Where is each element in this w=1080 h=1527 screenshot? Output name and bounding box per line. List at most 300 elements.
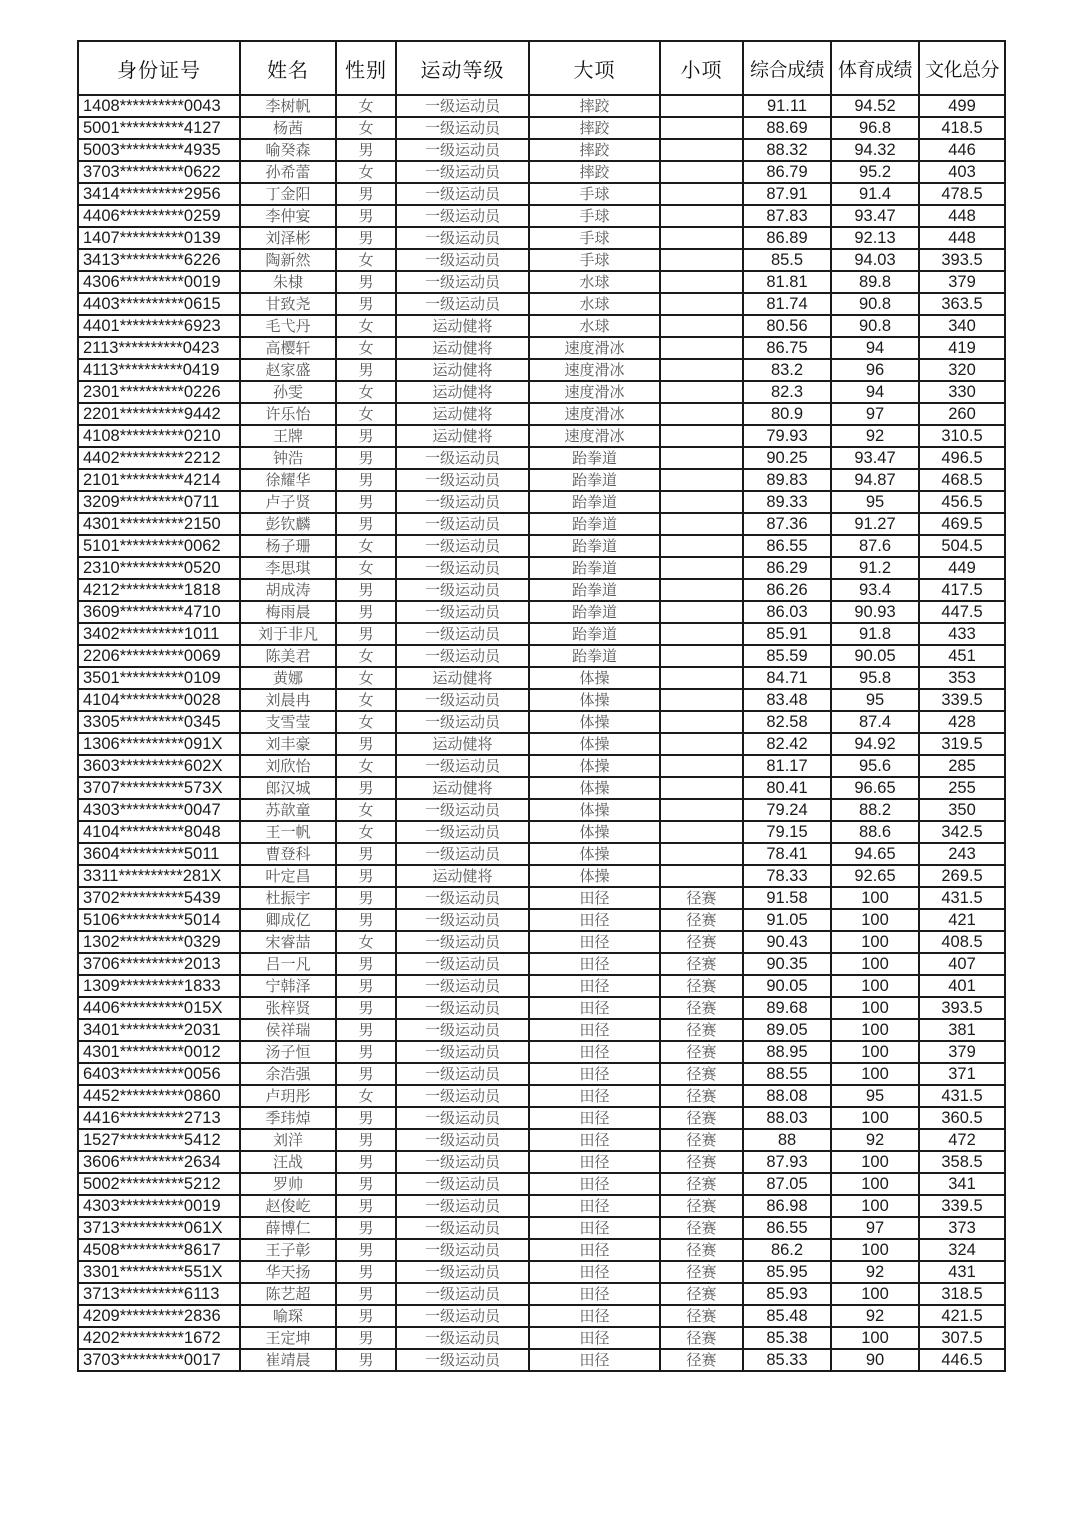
- cell-id-number: 5106**********5014: [78, 909, 240, 931]
- table-row: [78, 381, 1005, 403]
- cell-id-number: 1408**********0043: [78, 95, 240, 117]
- table-row: [78, 513, 1005, 535]
- cell-sub-event: [660, 249, 743, 271]
- cell-id-number: 3706**********2013: [78, 953, 240, 975]
- table-row: [78, 931, 1005, 953]
- cell-gender: 女: [336, 667, 396, 689]
- cell-culture-total: 447.5: [919, 601, 1005, 623]
- cell-sub-event: [660, 865, 743, 887]
- cell-name: 张梓贤: [240, 997, 336, 1019]
- cell-sport-level: 一级运动员: [396, 1151, 529, 1173]
- cell-pe-score: 95: [831, 689, 919, 711]
- cell-pe-score: 90.93: [831, 601, 919, 623]
- cell-sport-category: 速度滑冰: [529, 403, 660, 425]
- cell-pe-score: 97: [831, 403, 919, 425]
- cell-sport-level: 一级运动员: [396, 139, 529, 161]
- cell-gender: 男: [336, 887, 396, 909]
- cell-sub-event: [660, 579, 743, 601]
- cell-culture-total: 451: [919, 645, 1005, 667]
- cell-id-number: 2206**********0069: [78, 645, 240, 667]
- cell-sport-level: 一级运动员: [396, 271, 529, 293]
- cell-culture-total: 379: [919, 271, 1005, 293]
- cell-composite-score: 87.05: [743, 1173, 831, 1195]
- cell-sub-event: 径赛: [660, 1305, 743, 1327]
- cell-id-number: 6403**********0056: [78, 1063, 240, 1085]
- cell-pe-score: 96: [831, 359, 919, 381]
- cell-sport-category: 跆拳道: [529, 491, 660, 513]
- cell-sub-event: 径赛: [660, 1063, 743, 1085]
- cell-sub-event: 径赛: [660, 931, 743, 953]
- cell-sport-category: 摔跤: [529, 161, 660, 183]
- cell-id-number: 3713**********6113: [78, 1283, 240, 1305]
- cell-sport-level: 一级运动员: [396, 227, 529, 249]
- cell-sub-event: [660, 359, 743, 381]
- cell-sport-level: 一级运动员: [396, 953, 529, 975]
- table-row: [78, 667, 1005, 689]
- cell-name: 宋睿喆: [240, 931, 336, 953]
- cell-composite-score: 83.2: [743, 359, 831, 381]
- cell-culture-total: 428: [919, 711, 1005, 733]
- cell-culture-total: 340: [919, 315, 1005, 337]
- cell-sport-category: 田径: [529, 1063, 660, 1085]
- cell-pe-score: 100: [831, 1283, 919, 1305]
- cell-name: 丁金阳: [240, 183, 336, 205]
- cell-name: 卿成亿: [240, 909, 336, 931]
- cell-id-number: 3501**********0109: [78, 667, 240, 689]
- cell-id-number: 4209**********2836: [78, 1305, 240, 1327]
- cell-culture-total: 401: [919, 975, 1005, 997]
- cell-sport-level: 一级运动员: [396, 249, 529, 271]
- cell-sport-category: 田径: [529, 1217, 660, 1239]
- cell-name: 梅雨晨: [240, 601, 336, 623]
- cell-composite-score: 79.15: [743, 821, 831, 843]
- table-row: [78, 755, 1005, 777]
- cell-pe-score: 100: [831, 975, 919, 997]
- header-culture-total: 文化总分: [919, 41, 1005, 95]
- cell-gender: 男: [336, 909, 396, 931]
- cell-composite-score: 88.69: [743, 117, 831, 139]
- cell-id-number: 3603**********602X: [78, 755, 240, 777]
- cell-name: 汪战: [240, 1151, 336, 1173]
- cell-sport-category: 田径: [529, 1261, 660, 1283]
- cell-composite-score: 86.75: [743, 337, 831, 359]
- cell-sport-category: 速度滑冰: [529, 425, 660, 447]
- cell-sport-level: 运动健将: [396, 359, 529, 381]
- cell-name: 彭钦麟: [240, 513, 336, 535]
- cell-name: 王牌: [240, 425, 336, 447]
- cell-culture-total: 379: [919, 1041, 1005, 1063]
- cell-composite-score: 82.58: [743, 711, 831, 733]
- cell-gender: 女: [336, 249, 396, 271]
- cell-composite-score: 80.56: [743, 315, 831, 337]
- table-row: [78, 1195, 1005, 1217]
- cell-sport-category: 田径: [529, 931, 660, 953]
- cell-sub-event: [660, 315, 743, 337]
- cell-sport-category: 摔跤: [529, 117, 660, 139]
- cell-gender: 男: [336, 623, 396, 645]
- cell-gender: 男: [336, 733, 396, 755]
- table-row: [78, 1239, 1005, 1261]
- cell-id-number: 4108**********0210: [78, 425, 240, 447]
- cell-gender: 男: [336, 865, 396, 887]
- cell-gender: 女: [336, 931, 396, 953]
- cell-gender: 男: [336, 1129, 396, 1151]
- cell-gender: 男: [336, 271, 396, 293]
- table-row: [78, 1349, 1005, 1371]
- cell-culture-total: 499: [919, 95, 1005, 117]
- cell-gender: 男: [336, 1217, 396, 1239]
- cell-culture-total: 319.5: [919, 733, 1005, 755]
- cell-sub-event: [660, 183, 743, 205]
- cell-culture-total: 393.5: [919, 997, 1005, 1019]
- cell-gender: 女: [336, 535, 396, 557]
- cell-composite-score: 88.95: [743, 1041, 831, 1063]
- cell-sport-category: 跆拳道: [529, 469, 660, 491]
- cell-sport-level: 运动健将: [396, 733, 529, 755]
- cell-sport-category: 手球: [529, 227, 660, 249]
- cell-sport-category: 速度滑冰: [529, 337, 660, 359]
- header-pe-score: 体育成绩: [831, 41, 919, 95]
- cell-composite-score: 86.89: [743, 227, 831, 249]
- table-row: [78, 425, 1005, 447]
- cell-sport-level: 一级运动员: [396, 1349, 529, 1371]
- cell-pe-score: 88.2: [831, 799, 919, 821]
- cell-composite-score: 86.98: [743, 1195, 831, 1217]
- cell-id-number: 5001**********4127: [78, 117, 240, 139]
- cell-pe-score: 87.4: [831, 711, 919, 733]
- cell-sub-event: [660, 293, 743, 315]
- cell-sub-event: [660, 667, 743, 689]
- cell-name: 赵家盛: [240, 359, 336, 381]
- cell-id-number: 3707**********573X: [78, 777, 240, 799]
- cell-sport-category: 体操: [529, 843, 660, 865]
- cell-sport-level: 一级运动员: [396, 1085, 529, 1107]
- cell-id-number: 4416**********2713: [78, 1107, 240, 1129]
- cell-sport-category: 速度滑冰: [529, 359, 660, 381]
- cell-pe-score: 95.8: [831, 667, 919, 689]
- cell-culture-total: 431.5: [919, 887, 1005, 909]
- header-composite-score: 综合成绩: [743, 41, 831, 95]
- cell-culture-total: 449: [919, 557, 1005, 579]
- cell-name: 刘晨冉: [240, 689, 336, 711]
- cell-sub-event: 径赛: [660, 1239, 743, 1261]
- cell-id-number: 2113**********0423: [78, 337, 240, 359]
- cell-culture-total: 255: [919, 777, 1005, 799]
- cell-gender: 男: [336, 1261, 396, 1283]
- cell-sub-event: [660, 843, 743, 865]
- cell-sport-category: 田径: [529, 1305, 660, 1327]
- cell-name: 侯祥瑞: [240, 1019, 336, 1041]
- cell-id-number: 4202**********1672: [78, 1327, 240, 1349]
- cell-id-number: 4306**********0019: [78, 271, 240, 293]
- cell-id-number: 4113**********0419: [78, 359, 240, 381]
- cell-composite-score: 86.79: [743, 161, 831, 183]
- cell-composite-score: 88: [743, 1129, 831, 1151]
- table-row: [78, 579, 1005, 601]
- cell-name: 王定坤: [240, 1327, 336, 1349]
- cell-name: 赵俊屹: [240, 1195, 336, 1217]
- cell-id-number: 4402**********2212: [78, 447, 240, 469]
- cell-sport-category: 田径: [529, 1283, 660, 1305]
- cell-culture-total: 417.5: [919, 579, 1005, 601]
- cell-gender: 男: [336, 359, 396, 381]
- table-row: [78, 689, 1005, 711]
- cell-composite-score: 91.11: [743, 95, 831, 117]
- cell-pe-score: 87.6: [831, 535, 919, 557]
- cell-pe-score: 100: [831, 1327, 919, 1349]
- cell-pe-score: 95.2: [831, 161, 919, 183]
- cell-sub-event: 径赛: [660, 909, 743, 931]
- table-row: [78, 359, 1005, 381]
- cell-gender: 女: [336, 1085, 396, 1107]
- cell-pe-score: 100: [831, 1107, 919, 1129]
- cell-id-number: 2301**********0226: [78, 381, 240, 403]
- cell-sport-level: 一级运动员: [396, 1195, 529, 1217]
- cell-gender: 男: [336, 579, 396, 601]
- cell-id-number: 4452**********0860: [78, 1085, 240, 1107]
- cell-pe-score: 93.47: [831, 447, 919, 469]
- table-row: [78, 337, 1005, 359]
- cell-pe-score: 94.03: [831, 249, 919, 271]
- table-row: [78, 315, 1005, 337]
- cell-pe-score: 94.65: [831, 843, 919, 865]
- cell-gender: 男: [336, 183, 396, 205]
- table-row: [78, 1173, 1005, 1195]
- cell-gender: 男: [336, 953, 396, 975]
- cell-sub-event: 径赛: [660, 1151, 743, 1173]
- cell-id-number: 4403**********0615: [78, 293, 240, 315]
- cell-culture-total: 393.5: [919, 249, 1005, 271]
- cell-culture-total: 363.5: [919, 293, 1005, 315]
- cell-pe-score: 92: [831, 1129, 919, 1151]
- cell-sport-category: 体操: [529, 865, 660, 887]
- cell-sport-level: 一级运动员: [396, 931, 529, 953]
- table-row: [78, 623, 1005, 645]
- cell-id-number: 4303**********0047: [78, 799, 240, 821]
- table-row: [78, 117, 1005, 139]
- cell-gender: 男: [336, 293, 396, 315]
- cell-sport-category: 跆拳道: [529, 535, 660, 557]
- cell-sport-category: 田径: [529, 909, 660, 931]
- cell-culture-total: 330: [919, 381, 1005, 403]
- cell-composite-score: 85.48: [743, 1305, 831, 1327]
- cell-sport-level: 运动健将: [396, 381, 529, 403]
- cell-culture-total: 504.5: [919, 535, 1005, 557]
- cell-gender: 女: [336, 645, 396, 667]
- cell-name: 刘丰豪: [240, 733, 336, 755]
- cell-id-number: 3413**********6226: [78, 249, 240, 271]
- cell-sub-event: [660, 777, 743, 799]
- cell-composite-score: 82.3: [743, 381, 831, 403]
- cell-sport-level: 一级运动员: [396, 711, 529, 733]
- table-row: [78, 1305, 1005, 1327]
- cell-name: 宁韩泽: [240, 975, 336, 997]
- cell-composite-score: 80.41: [743, 777, 831, 799]
- cell-sub-event: [660, 469, 743, 491]
- header-id-number: 身份证号: [78, 41, 240, 95]
- cell-culture-total: 320: [919, 359, 1005, 381]
- cell-sub-event: 径赛: [660, 1041, 743, 1063]
- table-row: [78, 227, 1005, 249]
- cell-sport-category: 摔跤: [529, 139, 660, 161]
- cell-sport-level: 一级运动员: [396, 1041, 529, 1063]
- cell-gender: 男: [336, 843, 396, 865]
- cell-pe-score: 90.8: [831, 315, 919, 337]
- cell-sub-event: 径赛: [660, 1085, 743, 1107]
- cell-sub-event: [660, 425, 743, 447]
- cell-name: 甘致尧: [240, 293, 336, 315]
- cell-sport-level: 一级运动员: [396, 689, 529, 711]
- cell-pe-score: 94.52: [831, 95, 919, 117]
- cell-id-number: 4401**********6923: [78, 315, 240, 337]
- cell-sport-level: 一级运动员: [396, 447, 529, 469]
- cell-sub-event: 径赛: [660, 997, 743, 1019]
- cell-pe-score: 90.05: [831, 645, 919, 667]
- cell-pe-score: 100: [831, 1239, 919, 1261]
- cell-pe-score: 96.65: [831, 777, 919, 799]
- cell-composite-score: 79.93: [743, 425, 831, 447]
- cell-composite-score: 86.26: [743, 579, 831, 601]
- cell-id-number: 4406**********015X: [78, 997, 240, 1019]
- table-row: [78, 645, 1005, 667]
- table-row: [78, 865, 1005, 887]
- cell-pe-score: 92.65: [831, 865, 919, 887]
- cell-sub-event: 径赛: [660, 1107, 743, 1129]
- header-sub-event: 小项: [660, 41, 743, 95]
- cell-gender: 男: [336, 139, 396, 161]
- cell-gender: 女: [336, 95, 396, 117]
- cell-pe-score: 100: [831, 1151, 919, 1173]
- cell-composite-score: 91.05: [743, 909, 831, 931]
- cell-sport-level: 一级运动员: [396, 95, 529, 117]
- cell-sub-event: [660, 513, 743, 535]
- cell-name: 黄娜: [240, 667, 336, 689]
- cell-name: 陶新然: [240, 249, 336, 271]
- table-row: [78, 557, 1005, 579]
- cell-sport-level: 一级运动员: [396, 909, 529, 931]
- cell-name: 王一帆: [240, 821, 336, 843]
- cell-sub-event: [660, 557, 743, 579]
- cell-sport-category: 体操: [529, 667, 660, 689]
- cell-sport-level: 一级运动员: [396, 1327, 529, 1349]
- cell-id-number: 4104**********8048: [78, 821, 240, 843]
- cell-composite-score: 86.2: [743, 1239, 831, 1261]
- cell-pe-score: 88.6: [831, 821, 919, 843]
- cell-sport-level: 一级运动员: [396, 1107, 529, 1129]
- cell-sub-event: 径赛: [660, 1349, 743, 1371]
- cell-sport-category: 田径: [529, 887, 660, 909]
- cell-composite-score: 85.91: [743, 623, 831, 645]
- cell-culture-total: 448: [919, 205, 1005, 227]
- cell-sport-category: 体操: [529, 799, 660, 821]
- cell-composite-score: 85.59: [743, 645, 831, 667]
- cell-culture-total: 339.5: [919, 1195, 1005, 1217]
- cell-sub-event: 径赛: [660, 1217, 743, 1239]
- cell-id-number: 3703**********0017: [78, 1349, 240, 1371]
- table-row: [78, 491, 1005, 513]
- cell-sport-category: 田径: [529, 1129, 660, 1151]
- table-header-row: [78, 41, 1005, 95]
- cell-pe-score: 100: [831, 1063, 919, 1085]
- cell-sport-category: 速度滑冰: [529, 381, 660, 403]
- table-row: [78, 535, 1005, 557]
- cell-gender: 男: [336, 205, 396, 227]
- cell-culture-total: 469.5: [919, 513, 1005, 535]
- cell-gender: 男: [336, 1283, 396, 1305]
- cell-sub-event: 径赛: [660, 953, 743, 975]
- cell-composite-score: 89.33: [743, 491, 831, 513]
- cell-sport-level: 一级运动员: [396, 579, 529, 601]
- cell-sub-event: [660, 447, 743, 469]
- cell-composite-score: 85.95: [743, 1261, 831, 1283]
- cell-name: 胡成涛: [240, 579, 336, 601]
- cell-id-number: 1302**********0329: [78, 931, 240, 953]
- cell-composite-score: 87.93: [743, 1151, 831, 1173]
- cell-id-number: 4212**********1818: [78, 579, 240, 601]
- cell-culture-total: 381: [919, 1019, 1005, 1041]
- cell-culture-total: 341: [919, 1173, 1005, 1195]
- table-row: [78, 711, 1005, 733]
- cell-sport-level: 一级运动员: [396, 469, 529, 491]
- cell-sport-level: 一级运动员: [396, 1217, 529, 1239]
- cell-composite-score: 86.29: [743, 557, 831, 579]
- cell-id-number: 3713**********061X: [78, 1217, 240, 1239]
- cell-culture-total: 318.5: [919, 1283, 1005, 1305]
- cell-sub-event: [660, 689, 743, 711]
- cell-sport-level: 一级运动员: [396, 1019, 529, 1041]
- cell-name: 卢玥彤: [240, 1085, 336, 1107]
- cell-sport-category: 手球: [529, 249, 660, 271]
- cell-culture-total: 421: [919, 909, 1005, 931]
- table-row: [78, 1085, 1005, 1107]
- cell-gender: 男: [336, 1173, 396, 1195]
- cell-gender: 男: [336, 1349, 396, 1371]
- cell-gender: 女: [336, 337, 396, 359]
- cell-sport-level: 一级运动员: [396, 513, 529, 535]
- cell-name: 喻琛: [240, 1305, 336, 1327]
- cell-sport-category: 田径: [529, 953, 660, 975]
- cell-gender: 女: [336, 403, 396, 425]
- cell-sport-level: 一级运动员: [396, 843, 529, 865]
- cell-name: 罗帅: [240, 1173, 336, 1195]
- cell-id-number: 3301**********551X: [78, 1261, 240, 1283]
- cell-sub-event: 径赛: [660, 1173, 743, 1195]
- cell-sub-event: [660, 271, 743, 293]
- cell-sport-level: 一级运动员: [396, 183, 529, 205]
- cell-sport-category: 跆拳道: [529, 513, 660, 535]
- table-row: [78, 447, 1005, 469]
- cell-culture-total: 446.5: [919, 1349, 1005, 1371]
- cell-sport-level: 一级运动员: [396, 1129, 529, 1151]
- cell-pe-score: 95: [831, 491, 919, 513]
- cell-sub-event: [660, 117, 743, 139]
- cell-pe-score: 100: [831, 953, 919, 975]
- cell-sport-level: 一级运动员: [396, 975, 529, 997]
- cell-gender: 女: [336, 161, 396, 183]
- cell-sport-level: 一级运动员: [396, 1063, 529, 1085]
- table-row: [78, 183, 1005, 205]
- cell-culture-total: 285: [919, 755, 1005, 777]
- cell-sub-event: [660, 645, 743, 667]
- cell-sport-category: 体操: [529, 689, 660, 711]
- results-sheet: [77, 40, 998, 1372]
- table-row: [78, 1041, 1005, 1063]
- cell-sport-category: 水球: [529, 293, 660, 315]
- cell-culture-total: 419: [919, 337, 1005, 359]
- cell-gender: 男: [336, 975, 396, 997]
- cell-name: 孙雯: [240, 381, 336, 403]
- cell-sport-level: 运动健将: [396, 777, 529, 799]
